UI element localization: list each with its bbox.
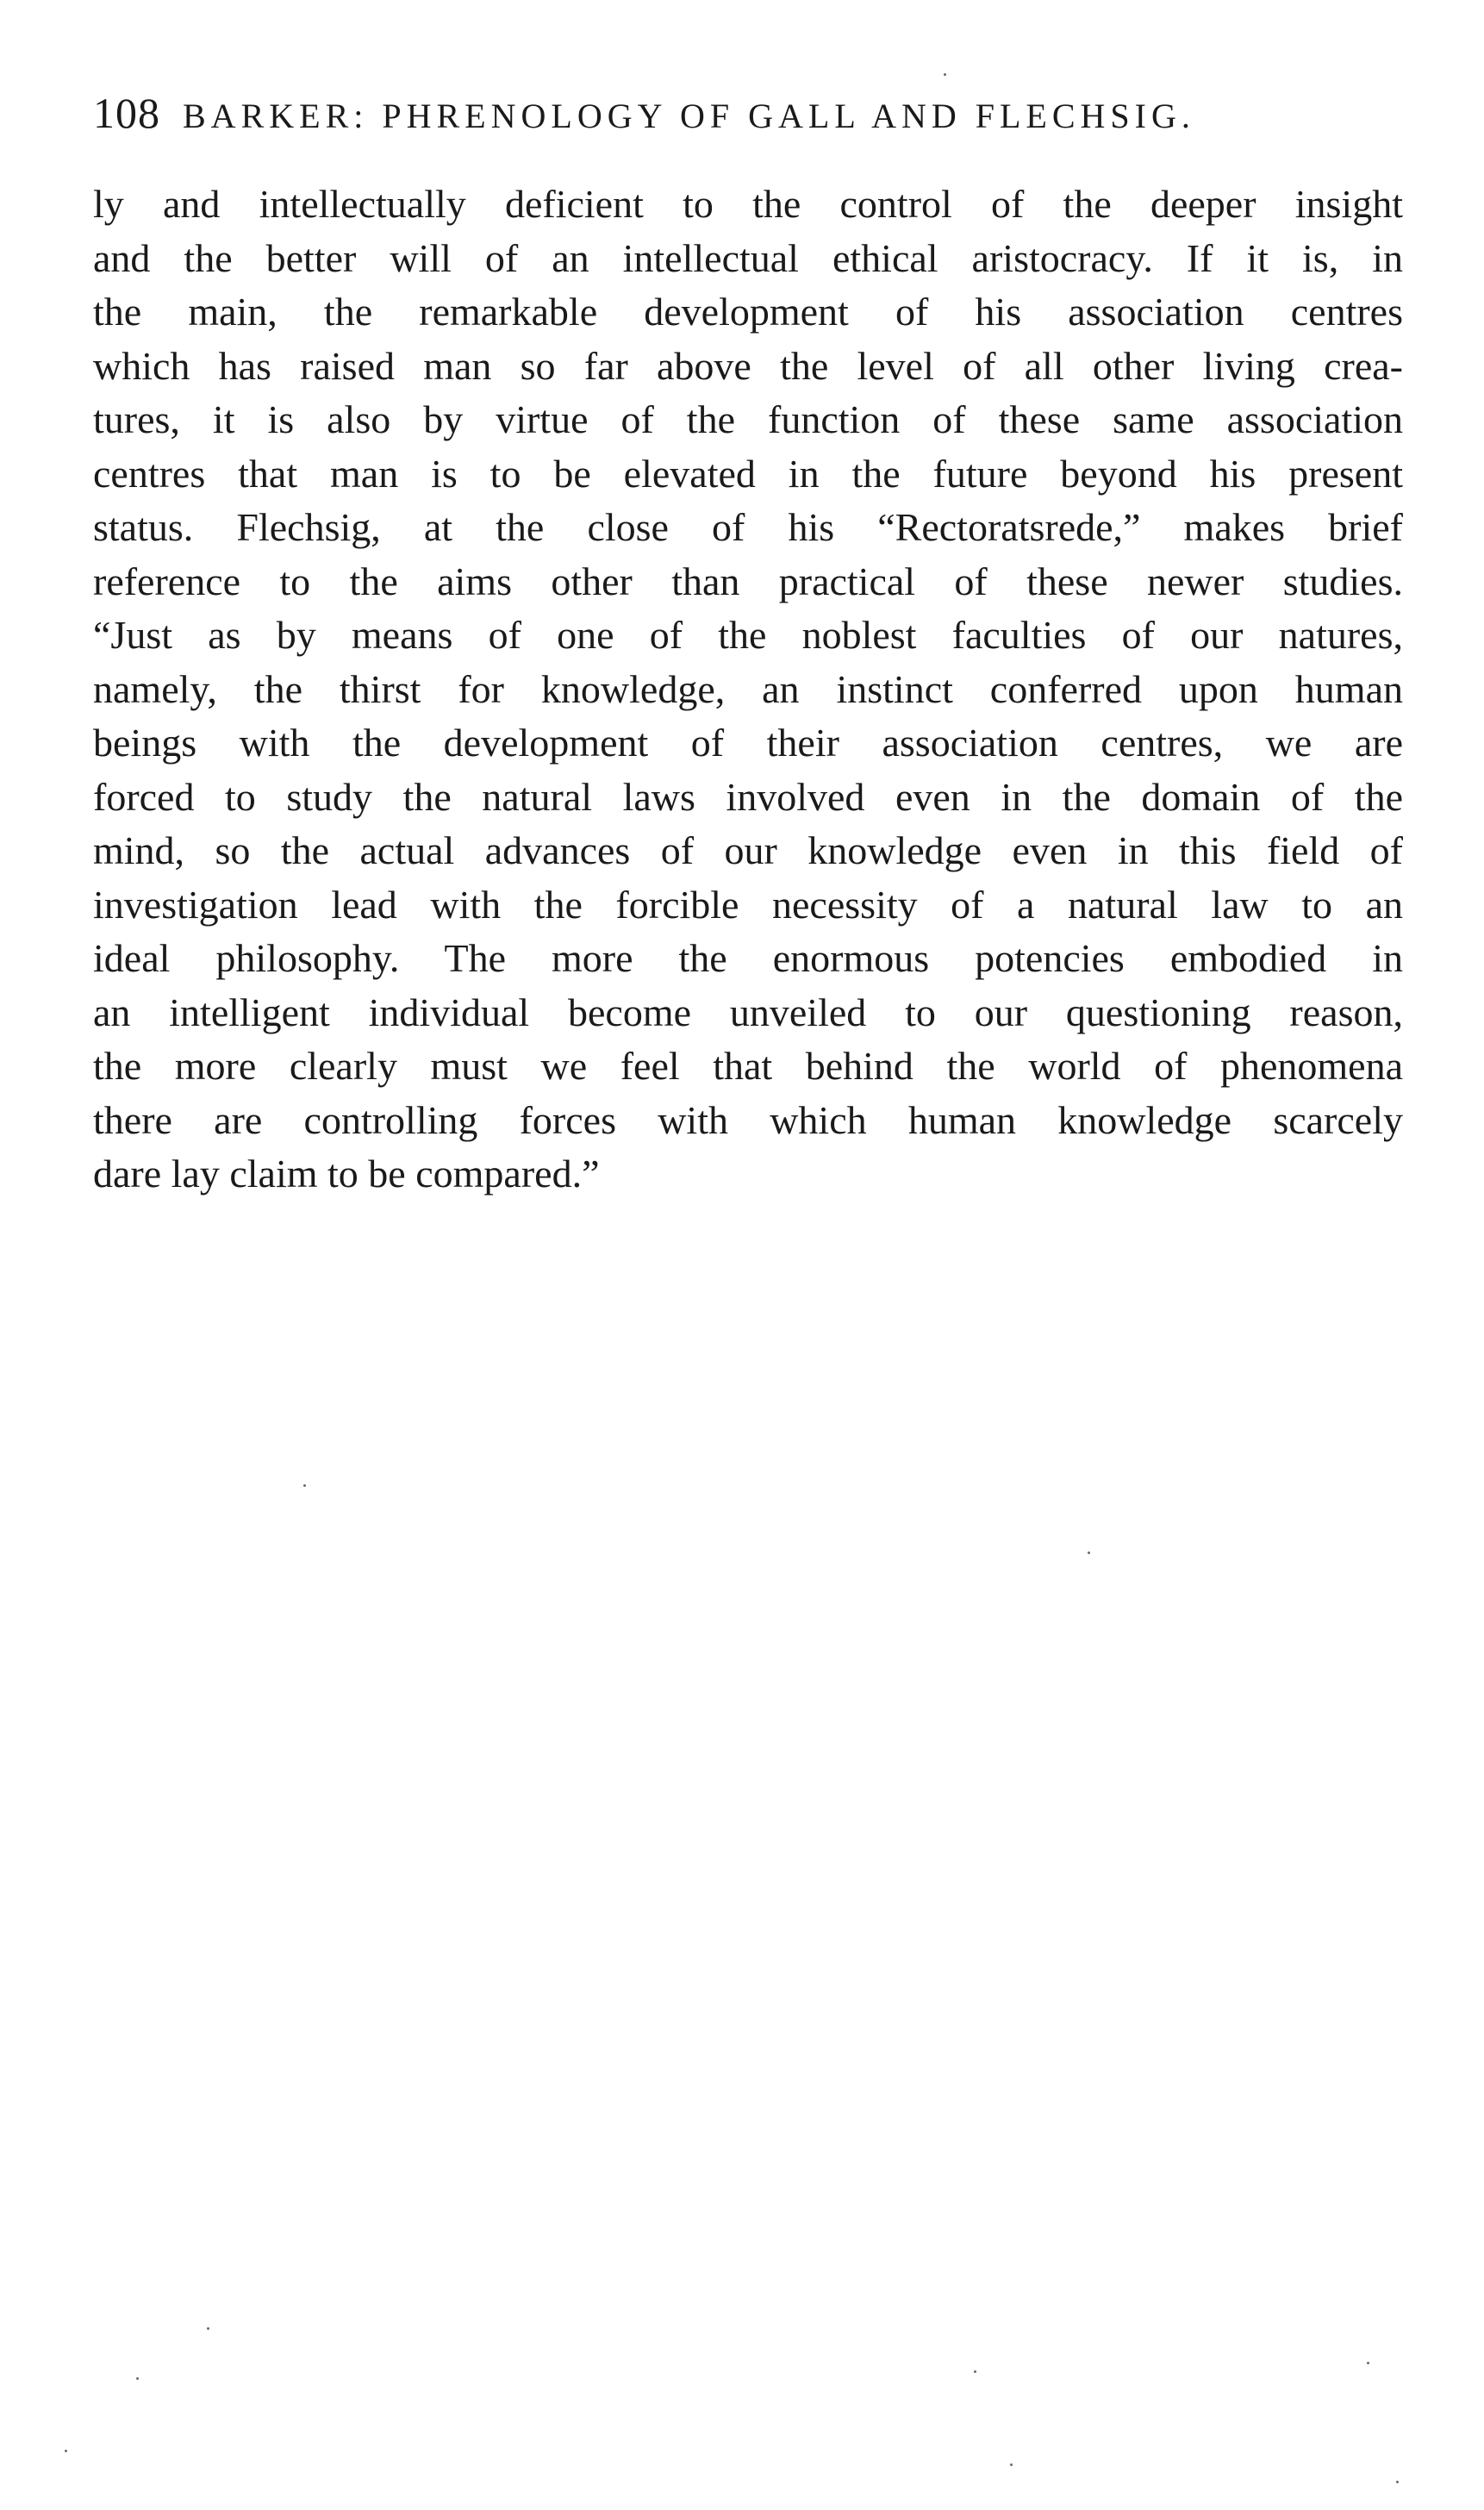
running-head-title: BARKER: PHRENOLOGY OF GALL AND FLECHSIG.	[183, 97, 1195, 135]
scan-speck	[974, 2370, 976, 2373]
text-line: forced to study the natural laws involved even in the domain of the	[93, 774, 1403, 819]
scan-speck	[1367, 2362, 1369, 2364]
scan-speck	[136, 2377, 139, 2380]
text-line: an intelligent individual become unveiled to our questioning reason,	[93, 990, 1403, 1034]
scan-speck	[1010, 2463, 1013, 2466]
text-line: the more clearly must we feel that behind the world of phenomena	[93, 1044, 1403, 1088]
text-line: beings with the development of their association centres, we are	[93, 721, 1403, 765]
text-line: ideal philosophy. The more the enormous potencies embodied in	[93, 936, 1403, 980]
text-line: there are controlling forces with which human knowledge scarcely	[93, 1097, 1403, 1142]
text-line: the main, the remarkable development of his association centres	[93, 290, 1403, 334]
text-line: ly and intellectually deficient to the control of the deeper insight	[93, 182, 1403, 226]
body-text	[93, 178, 1403, 1246]
text-line: “Just as by means of one of the noblest faculties of our natures,	[93, 613, 1403, 657]
text-line: mind, so the actual advances of our knowledge even in this field of	[93, 828, 1403, 872]
running-head	[93, 83, 1403, 143]
page-number: 108	[93, 89, 160, 137]
text-line: namely, the thirst for knowledge, an instinct conferred upon human	[93, 666, 1403, 711]
text-line: and the better will of an intellectual ethical aristocracy. If it is, in	[93, 235, 1403, 280]
scan-speck	[303, 1484, 306, 1487]
scan-speck	[1088, 1552, 1090, 1554]
text-line: centres that man is to be elevated in the future beyond his present	[93, 451, 1403, 496]
scan-speck	[944, 73, 946, 76]
text-line: reference to the aims other than practical of these newer studies.	[93, 559, 1403, 603]
text-line: status. Flechsig, at the close of his “Rectoratsrede,” makes brief	[93, 505, 1403, 549]
text-line-last: dare lay claim to be compared.”	[93, 1152, 600, 1196]
scan-speck	[207, 2327, 209, 2330]
scan-speck	[1396, 2481, 1399, 2483]
text-line: investigation lead with the forcible necessity of a natural law to an	[93, 882, 1403, 927]
scan-speck	[65, 2450, 67, 2452]
text-line: tures, it is also by virtue of the function of these same association	[93, 397, 1403, 441]
text-line: which has raised man so far above the level of all other living crea-	[93, 343, 1403, 388]
